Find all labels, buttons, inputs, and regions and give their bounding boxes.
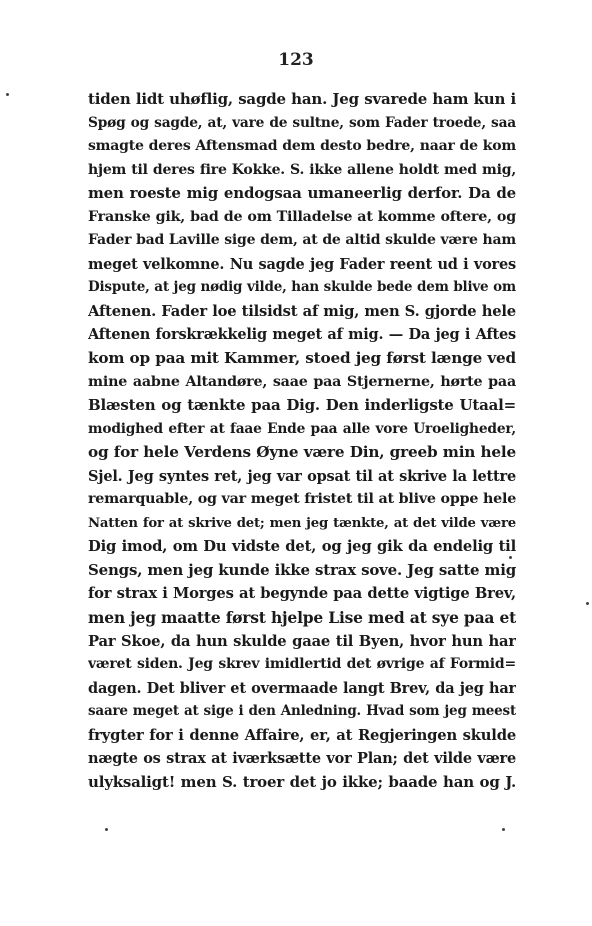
text-line: men roeste mig endogsaa umaneerlig derfor. Da de xyxy=(88,184,516,203)
text-line: nægte os strax at iværksætte vor Plan; det vilde være xyxy=(88,750,516,768)
text-line: saare meget at sige i den Anledning. Hvad som jeg meest xyxy=(88,703,516,720)
text-line: meget velkomne. Nu sagde jeg Fader reent ud i vores xyxy=(88,255,516,273)
paper-speck xyxy=(586,602,589,605)
text-line: Franske gik, bad de om Tilladelse at komme oftere, og xyxy=(88,208,516,225)
text-line: men jeg maatte først hjelpe Lise med at sye paa et xyxy=(88,608,516,628)
text-line: smagte deres Aftensmad dem desto bedre, naar de kom xyxy=(88,138,516,155)
paper-speck xyxy=(105,828,108,831)
text-line: Dig imod, om Du vidste det, og jeg gik da endelig til xyxy=(88,538,516,556)
text-line: Sjel. Jeg syntes ret, jeg var opsat til at skrive la lettre xyxy=(88,467,516,485)
text-line: Spøg og sagde, at, vare de sultne, som Fader troede, saa xyxy=(88,114,516,131)
text-line: remarquable, og var meget fristet til at blive oppe hele xyxy=(88,491,516,508)
page-number: 123 xyxy=(278,50,314,70)
text-line: Aftenen forskrækkelig meget af mig. — Da jeg i Aftes xyxy=(88,326,516,344)
text-line: Natten for at skrive det; men jeg tænkte, at det vilde være xyxy=(88,515,516,531)
text-line: Aftenen. Fader loe tilsidst af mig, men S. gjorde hele xyxy=(88,302,516,320)
text-line: dagen. Det bliver et overmaade langt Brev, da jeg har xyxy=(88,679,516,697)
text-line: frygter for i denne Affaire, er, at Regjeringen skulde xyxy=(88,726,516,744)
text-line: ulyksaligt! men S. troer det jo ikke; baade han og J. xyxy=(88,772,516,791)
paper-speck xyxy=(509,556,512,559)
text-line: kom op paa mit Kammer, stoed jeg først længe ved xyxy=(88,349,516,368)
text-line: Fader bad Laville sige dem, at de altid skulde være ham xyxy=(88,232,516,249)
text-line: Sengs, men jeg kunde ikke strax sove. Jeg satte mig xyxy=(88,560,516,579)
paper-speck xyxy=(502,828,505,831)
text-line: Blæsten og tænkte paa Dig. Den inderligste Utaal= xyxy=(88,396,516,415)
paper-speck xyxy=(6,93,9,96)
text-line: hjem til deres fire Kokke. S. ikke allene holdt med mig, xyxy=(88,161,516,178)
text-line: for strax i Morges at begynde paa dette vigtige Brev, xyxy=(88,585,516,603)
body-text xyxy=(88,88,516,794)
text-line: Dispute, at jeg nødig vilde, han skulde bede dem blive om xyxy=(88,279,516,296)
text-line: været siden. Jeg skrev imidlertid det øvrige af Formid= xyxy=(88,656,516,673)
text-line: tiden lidt uhøflig, sagde han. Jeg svarede ham kun i xyxy=(88,90,516,108)
text-line: modighed efter at faae Ende paa alle vore Uroeligheder, xyxy=(88,420,516,437)
text-line: Par Skoe, da hun skulde gaae til Byen, hvor hun har xyxy=(88,632,516,650)
text-line: og for hele Verdens Øyne være Din, greeb min hele xyxy=(88,443,516,462)
text-line: mine aabne Altandøre, saae paa Stjernerne, hørte paa xyxy=(88,373,516,390)
